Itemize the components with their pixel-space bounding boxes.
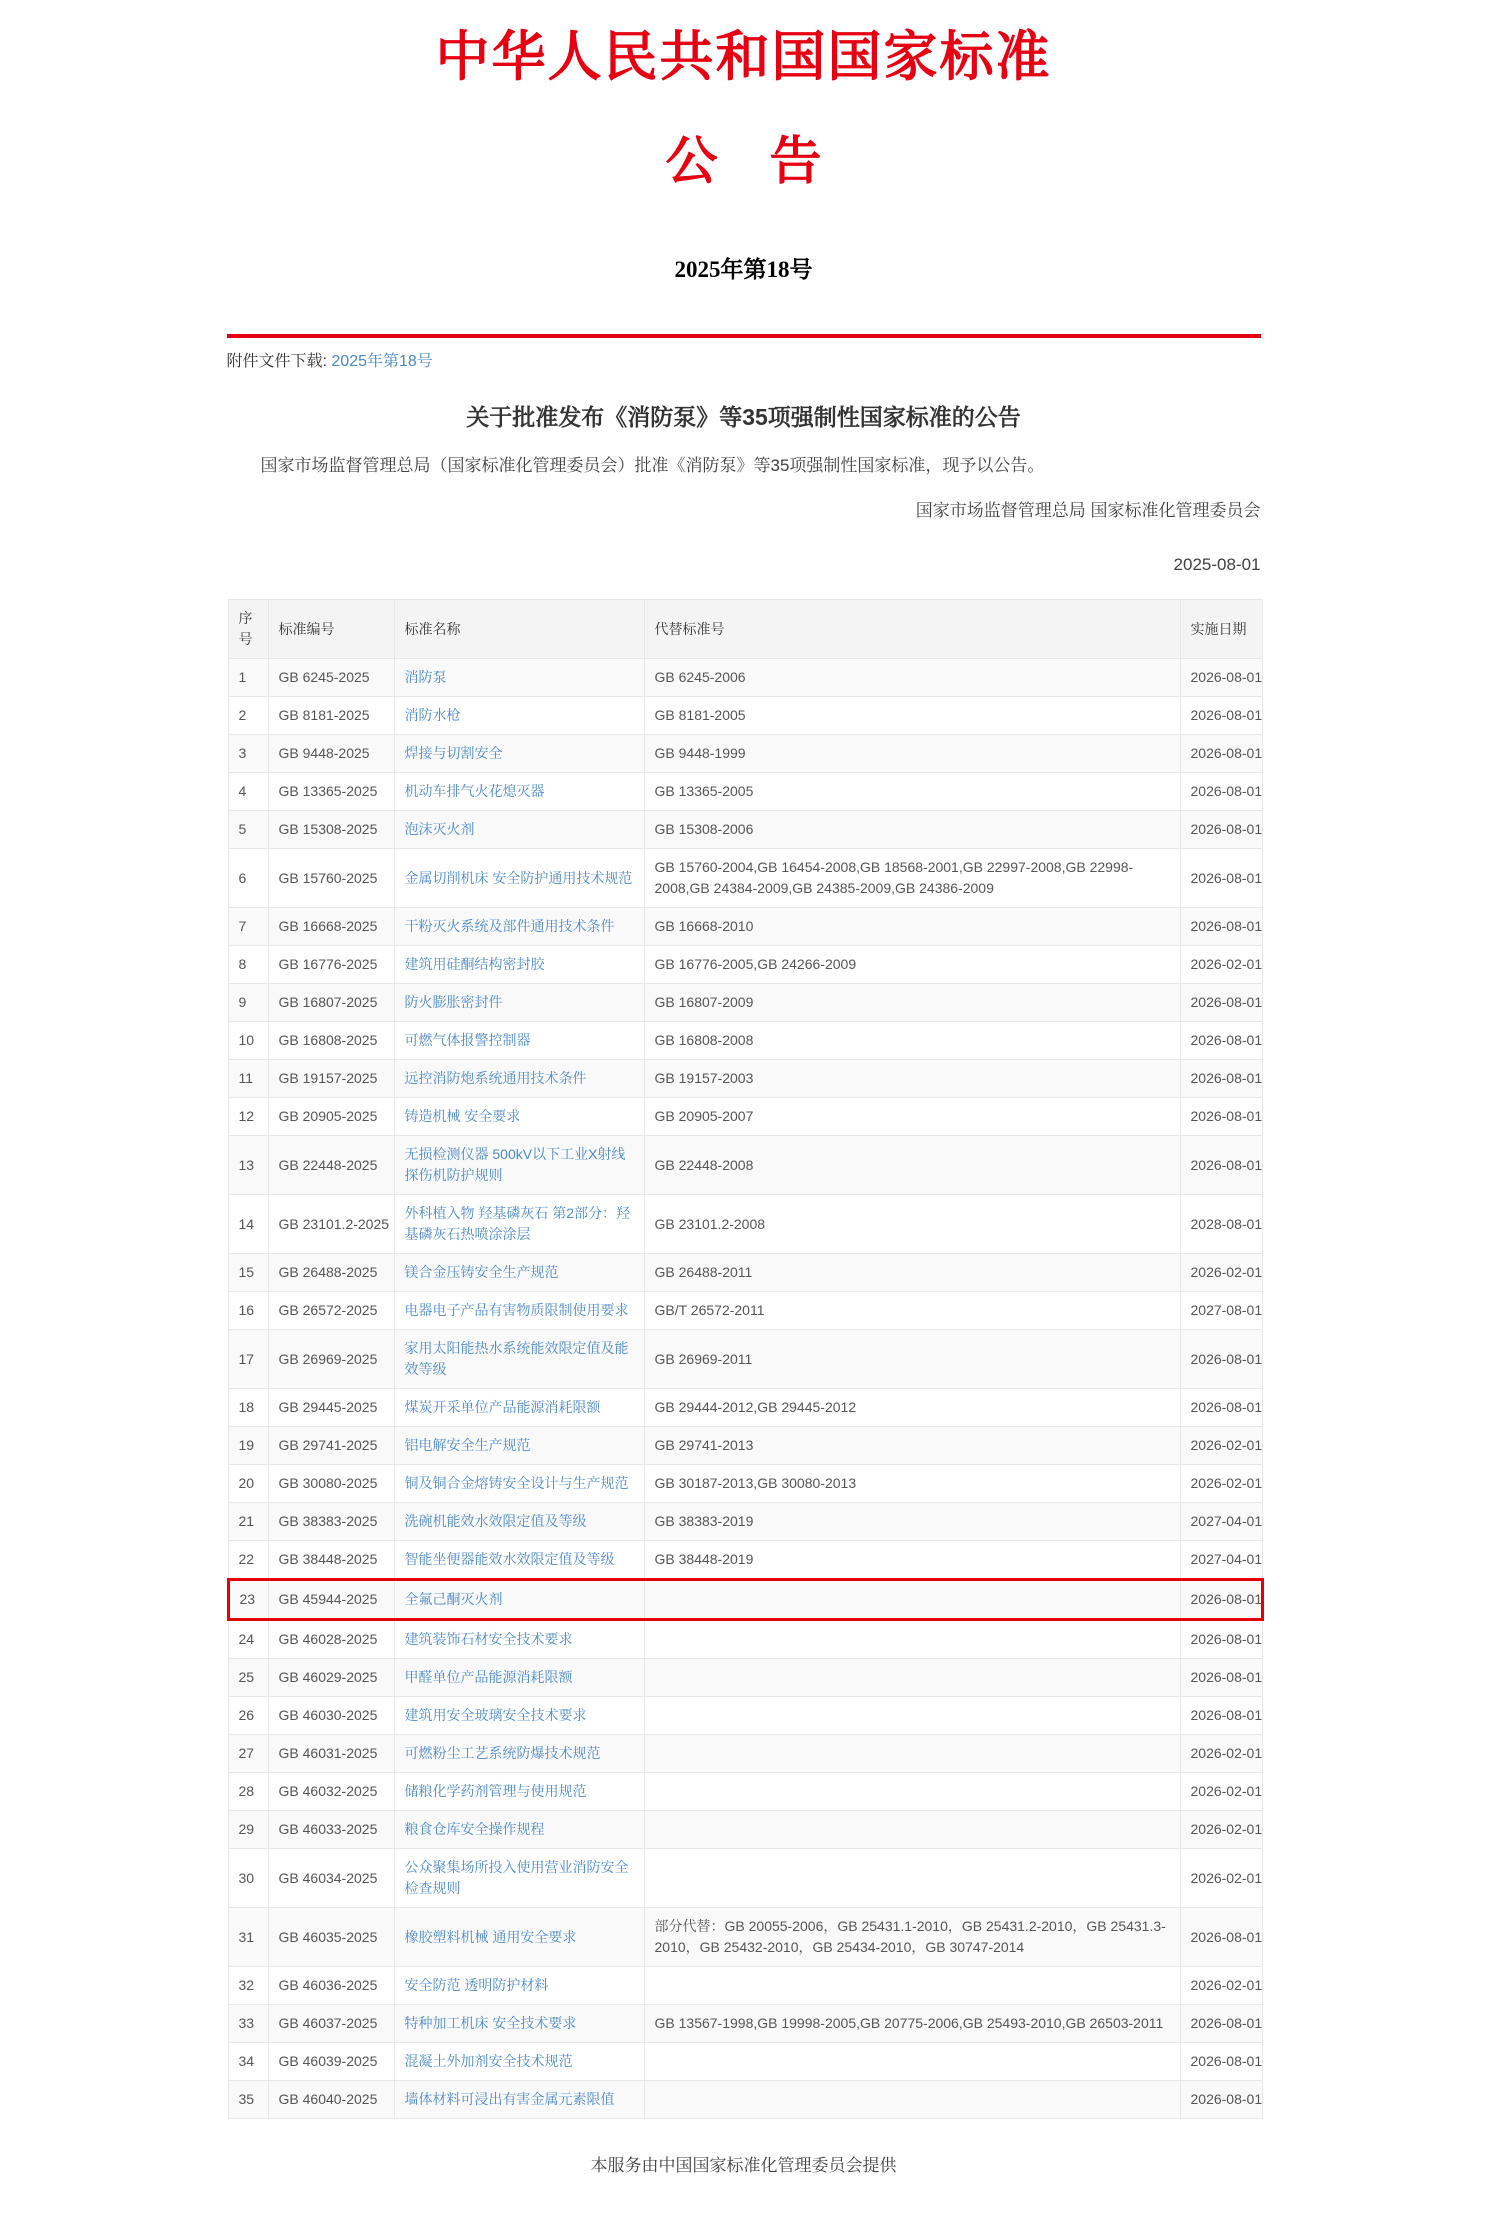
- cell-seq: 6: [228, 849, 268, 908]
- attachment-row: [227, 338, 1261, 371]
- table-row: [228, 1022, 1262, 1060]
- cell-standard-code: GB 46030-2025: [268, 1697, 394, 1735]
- cell-standard-code: GB 13365-2025: [268, 773, 394, 811]
- cell-implementation-date: 2027-04-01: [1180, 1541, 1262, 1580]
- cell-implementation-date: 2026-02-01: [1180, 1967, 1262, 2005]
- cell-implementation-date: 2026-08-01: [1180, 1330, 1262, 1389]
- standard-name-link[interactable]: 煤炭开采单位产品能源消耗限额: [404, 1399, 601, 1416]
- standard-name-link[interactable]: 可燃粉尘工艺系统防爆技术规范: [404, 1745, 601, 1762]
- standard-name-link[interactable]: 铝电解安全生产规范: [404, 1437, 531, 1454]
- cell-standard-name: [394, 2081, 644, 2119]
- table-row: [228, 908, 1262, 946]
- cell-replaced-codes: [644, 1811, 1180, 1849]
- standard-name-link[interactable]: 特种加工机床 安全技术要求: [404, 2015, 577, 2032]
- standard-name-link[interactable]: 铸造机械 安全要求: [404, 1108, 521, 1125]
- table-row: [228, 811, 1262, 849]
- cell-standard-code: GB 16808-2025: [268, 1022, 394, 1060]
- cell-replaced-codes: GB 15760-2004,GB 16454-2008,GB 18568-2001,GB 22997-2008,GB 22998-2008,GB 24384-2009,GB 24385-2009,GB 24386-2009: [644, 849, 1180, 908]
- table-row: [228, 1773, 1262, 1811]
- page-footer: 本服务由中国国家标准化管理委员会提供: [590, 2156, 897, 2176]
- cell-implementation-date: 2026-08-01: [1180, 1022, 1262, 1060]
- cell-standard-name: [394, 1330, 644, 1389]
- cell-seq: 8: [228, 946, 268, 984]
- cell-seq: 2: [228, 697, 268, 735]
- cell-replaced-codes: GB 16808-2008: [644, 1022, 1180, 1060]
- table-row: [228, 697, 1262, 735]
- cell-seq: 15: [228, 1254, 268, 1292]
- cell-standard-code: GB 46039-2025: [268, 2043, 394, 2081]
- cell-standard-code: GB 46031-2025: [268, 1735, 394, 1773]
- page-title: 中华人民共和国国家标准: [435, 27, 1052, 87]
- announcement-body: 国家市场监督管理总局（国家标准化管理委员会）批准《消防泵》等35项强制性国家标准，现予以公告。: [260, 456, 1045, 476]
- cell-replaced-codes: GB 19157-2003: [644, 1060, 1180, 1098]
- cell-standard-name: [394, 1735, 644, 1773]
- cell-seq: 23: [228, 1580, 268, 1620]
- cell-standard-name: [394, 1465, 644, 1503]
- cell-standard-code: GB 16776-2025: [268, 946, 394, 984]
- cell-standard-name: [394, 908, 644, 946]
- cell-seq: 10: [228, 1022, 268, 1060]
- table-row: [228, 849, 1262, 908]
- cell-seq: 27: [228, 1735, 268, 1773]
- cell-seq: 26: [228, 1697, 268, 1735]
- table-row: [228, 1254, 1262, 1292]
- table-row: [228, 1195, 1262, 1254]
- cell-seq: 28: [228, 1773, 268, 1811]
- cell-implementation-date: 2026-08-01: [1180, 1580, 1262, 1620]
- announcement-signer: 国家市场监督管理总局 国家标准化管理委员会: [915, 501, 1261, 521]
- cell-standard-code: GB 38448-2025: [268, 1541, 394, 1580]
- cell-replaced-codes: GB 9448-1999: [644, 735, 1180, 773]
- standard-name-link[interactable]: 干粉灭火系统及部件通用技术条件: [404, 918, 615, 935]
- cell-implementation-date: 2028-08-01: [1180, 1195, 1262, 1254]
- cell-seq: 25: [228, 1659, 268, 1697]
- cell-replaced-codes: GB 16807-2009: [644, 984, 1180, 1022]
- cell-replaced-codes: GB 23101.2-2008: [644, 1195, 1180, 1254]
- standard-name-link[interactable]: 橡胶塑料机械 通用安全要求: [404, 1928, 577, 1945]
- cell-seq: 18: [228, 1389, 268, 1427]
- cell-standard-name: [394, 1195, 644, 1254]
- cell-standard-code: GB 15760-2025: [268, 849, 394, 908]
- column-header-seq: 序号: [228, 600, 268, 659]
- standard-name-link[interactable]: 可燃气体报警控制器: [404, 1032, 531, 1049]
- cell-replaced-codes: GB 26488-2011: [644, 1254, 1180, 1292]
- cell-standard-name: [394, 1580, 644, 1620]
- table-row: [228, 2005, 1262, 2043]
- cell-standard-name: [394, 1389, 644, 1427]
- cell-replaced-codes: GB 30187-2013,GB 30080-2013: [644, 1465, 1180, 1503]
- cell-implementation-date: 2026-08-01: [1180, 1908, 1262, 1967]
- standard-name-link[interactable]: 金属切削机床 安全防护通用技术规范: [404, 869, 633, 886]
- cell-standard-code: GB 16807-2025: [268, 984, 394, 1022]
- cell-seq: 34: [228, 2043, 268, 2081]
- cell-standard-code: GB 29741-2025: [268, 1427, 394, 1465]
- cell-standard-name: [394, 2043, 644, 2081]
- cell-seq: 3: [228, 735, 268, 773]
- cell-standard-name: [394, 984, 644, 1022]
- cell-implementation-date: 2026-08-01: [1180, 1620, 1262, 1659]
- standard-name-link[interactable]: 消防泵: [404, 669, 447, 686]
- cell-replaced-codes: GB 22448-2008: [644, 1136, 1180, 1195]
- cell-seq: 7: [228, 908, 268, 946]
- table-row: [228, 2043, 1262, 2081]
- cell-standard-name: [394, 1908, 644, 1967]
- standard-name-link[interactable]: 甲醛单位产品能源消耗限额: [404, 1669, 573, 1686]
- cell-standard-name: [394, 1060, 644, 1098]
- cell-standard-name: [394, 1620, 644, 1659]
- standard-name-link[interactable]: 泡沫灭火剂: [404, 821, 475, 838]
- cell-seq: 24: [228, 1620, 268, 1659]
- cell-implementation-date: 2026-08-01: [1180, 735, 1262, 773]
- standard-name-link[interactable]: 焊接与切割安全: [404, 745, 503, 762]
- cell-standard-code: GB 46040-2025: [268, 2081, 394, 2119]
- table-row: [228, 1389, 1262, 1427]
- standard-name-link[interactable]: 安全防范 透明防护材料: [404, 1977, 549, 1994]
- cell-replaced-codes: GB 16668-2010: [644, 908, 1180, 946]
- cell-replaced-codes: 部分代替：GB 20055-2006，GB 25431.1-2010，GB 25431.2-2010，GB 25431.3-2010，GB 25432-2010，GB 25434-2010，GB 30747-2014: [644, 1908, 1180, 1967]
- cell-standard-name: [394, 2005, 644, 2043]
- cell-replaced-codes: [644, 1773, 1180, 1811]
- cell-standard-code: GB 46028-2025: [268, 1620, 394, 1659]
- standard-name-link[interactable]: 储粮化学药剂管理与使用规范: [404, 1783, 587, 1800]
- cell-replaced-codes: [644, 1620, 1180, 1659]
- cell-standard-name: [394, 1098, 644, 1136]
- cell-standard-code: GB 8181-2025: [268, 697, 394, 735]
- cell-implementation-date: 2026-02-01: [1180, 1735, 1262, 1773]
- cell-replaced-codes: [644, 1697, 1180, 1735]
- cell-standard-name: [394, 1697, 644, 1735]
- standard-name-link[interactable]: 粮食仓库安全操作规程: [404, 1821, 545, 1838]
- cell-standard-name: [394, 1427, 644, 1465]
- standard-name-link[interactable]: 消防水枪: [404, 707, 461, 724]
- cell-replaced-codes: GB/T 26572-2011: [644, 1292, 1180, 1330]
- cell-replaced-codes: GB 38448-2019: [644, 1541, 1180, 1580]
- standard-name-link[interactable]: 防火膨胀密封件: [404, 994, 503, 1011]
- cell-implementation-date: 2027-08-01: [1180, 1292, 1262, 1330]
- cell-replaced-codes: GB 15308-2006: [644, 811, 1180, 849]
- cell-standard-name: [394, 697, 644, 735]
- cell-replaced-codes: [644, 1735, 1180, 1773]
- table-header-row: [228, 600, 1262, 659]
- cell-implementation-date: 2026-02-01: [1180, 1465, 1262, 1503]
- cell-replaced-codes: [644, 1849, 1180, 1908]
- cell-standard-code: GB 46037-2025: [268, 2005, 394, 2043]
- cell-implementation-date: 2026-08-01: [1180, 2043, 1262, 2081]
- cell-standard-code: GB 23101.2-2025: [268, 1195, 394, 1254]
- cell-seq: 32: [228, 1967, 268, 2005]
- cell-standard-code: GB 26488-2025: [268, 1254, 394, 1292]
- cell-standard-name: [394, 1254, 644, 1292]
- cell-replaced-codes: GB 29444-2012,GB 29445-2012: [644, 1389, 1180, 1427]
- cell-seq: 4: [228, 773, 268, 811]
- cell-implementation-date: 2027-04-01: [1180, 1503, 1262, 1541]
- table-row: [228, 1330, 1262, 1389]
- cell-standard-code: GB 45944-2025: [268, 1580, 394, 1620]
- cell-implementation-date: 2026-08-01: [1180, 1060, 1262, 1098]
- cell-seq: 16: [228, 1292, 268, 1330]
- cell-standard-code: GB 22448-2025: [268, 1136, 394, 1195]
- standard-name-link[interactable]: 智能坐便器能效水效限定值及等级: [404, 1551, 615, 1568]
- cell-seq: 9: [228, 984, 268, 1022]
- cell-implementation-date: 2026-08-01: [1180, 908, 1262, 946]
- table-row: [228, 773, 1262, 811]
- cell-implementation-date: 2026-02-01: [1180, 1773, 1262, 1811]
- table-row: [228, 984, 1262, 1022]
- announcement-date: 2025-08-01: [1173, 555, 1261, 575]
- cell-replaced-codes: GB 13365-2005: [644, 773, 1180, 811]
- cell-seq: 31: [228, 1908, 268, 1967]
- attachment-link[interactable]: 2025年第18号: [331, 353, 433, 371]
- cell-standard-code: GB 26969-2025: [268, 1330, 394, 1389]
- table-row: [228, 1465, 1262, 1503]
- table-row: [228, 1811, 1262, 1849]
- cell-standard-name: [394, 946, 644, 984]
- cell-standard-name: [394, 735, 644, 773]
- cell-standard-code: GB 19157-2025: [268, 1060, 394, 1098]
- cell-replaced-codes: [644, 1580, 1180, 1620]
- cell-seq: 22: [228, 1541, 268, 1580]
- standard-name-link[interactable]: 公众聚集场所投入使用营业消防安全检查规则: [404, 1859, 629, 1897]
- cell-standard-name: [394, 1967, 644, 2005]
- column-header-standard-name: 标准名称: [394, 600, 644, 659]
- table-row: [228, 1620, 1262, 1659]
- cell-replaced-codes: GB 16776-2005,GB 24266-2009: [644, 946, 1180, 984]
- table-row: [228, 1292, 1262, 1330]
- standards-table-body: [228, 659, 1262, 2119]
- cell-standard-name: [394, 849, 644, 908]
- standard-name-link[interactable]: 远控消防炮系统通用技术条件: [404, 1070, 587, 1087]
- cell-standard-name: [394, 1773, 644, 1811]
- table-row: [228, 1659, 1262, 1697]
- cell-implementation-date: 2026-08-01: [1180, 1697, 1262, 1735]
- cell-replaced-codes: GB 29741-2013: [644, 1427, 1180, 1465]
- cell-standard-code: GB 9448-2025: [268, 735, 394, 773]
- cell-standard-name: [394, 1022, 644, 1060]
- cell-replaced-codes: [644, 1967, 1180, 2005]
- cell-standard-name: [394, 773, 644, 811]
- cell-standard-code: GB 30080-2025: [268, 1465, 394, 1503]
- cell-seq: 29: [228, 1811, 268, 1849]
- cell-implementation-date: 2026-08-01: [1180, 659, 1262, 697]
- standard-name-link[interactable]: 外科植入物 羟基磷灰石 第2部分：羟基磷灰石热喷涂涂层: [404, 1205, 631, 1243]
- table-row: [228, 1541, 1262, 1580]
- cell-standard-name: [394, 1292, 644, 1330]
- cell-seq: 5: [228, 811, 268, 849]
- cell-standard-name: [394, 1503, 644, 1541]
- cell-standard-code: GB 15308-2025: [268, 811, 394, 849]
- cell-standard-name: [394, 1849, 644, 1908]
- issue-number: 2025年第18号: [674, 257, 813, 283]
- standard-name-link[interactable]: 家用太阳能热水系统能效限定值及能效等级: [404, 1340, 629, 1378]
- cell-standard-code: GB 6245-2025: [268, 659, 394, 697]
- table-row: [228, 659, 1262, 697]
- cell-implementation-date: 2026-08-01: [1180, 849, 1262, 908]
- standard-name-link[interactable]: 墙体材料可浸出有害金属元素限值: [404, 2091, 615, 2108]
- cell-replaced-codes: GB 13567-1998,GB 19998-2005,GB 20775-2006,GB 25493-2010,GB 26503-2011: [644, 2005, 1180, 2043]
- cell-implementation-date: 2026-08-01: [1180, 2005, 1262, 2043]
- cell-seq: 13: [228, 1136, 268, 1195]
- standard-name-link[interactable]: 建筑装饰石材安全技术要求: [404, 1631, 573, 1648]
- cell-implementation-date: 2026-02-01: [1180, 1427, 1262, 1465]
- cell-implementation-date: 2026-08-01: [1180, 2081, 1262, 2119]
- standard-name-link[interactable]: 无损检测仪器 500kV以下工业X射线探伤机防护规则: [404, 1146, 626, 1184]
- standard-name-link[interactable]: 电器电子产品有害物质限制使用要求: [404, 1302, 629, 1319]
- cell-replaced-codes: [644, 2043, 1180, 2081]
- standard-name-link[interactable]: 铜及铜合金熔铸安全设计与生产规范: [404, 1475, 629, 1492]
- cell-standard-code: GB 46032-2025: [268, 1773, 394, 1811]
- cell-implementation-date: 2026-08-01: [1180, 1136, 1262, 1195]
- cell-seq: 17: [228, 1330, 268, 1389]
- cell-seq: 33: [228, 2005, 268, 2043]
- cell-replaced-codes: GB 38383-2019: [644, 1503, 1180, 1541]
- column-header-standard-code: 标准编号: [268, 600, 394, 659]
- cell-implementation-date: 2026-08-01: [1180, 1659, 1262, 1697]
- cell-implementation-date: 2026-02-01: [1180, 1254, 1262, 1292]
- table-row: [228, 946, 1262, 984]
- cell-implementation-date: 2026-08-01: [1180, 1389, 1262, 1427]
- table-row: [228, 1735, 1262, 1773]
- announcement-title: 关于批准发布《消防泵》等35项强制性国家标准的公告: [466, 404, 1021, 431]
- standard-name-link[interactable]: 混凝土外加剂安全技术规范: [404, 2053, 573, 2070]
- standard-name-link[interactable]: 机动车排气火花熄灭器: [404, 783, 545, 800]
- cell-standard-name: [394, 659, 644, 697]
- cell-standard-code: GB 46035-2025: [268, 1908, 394, 1967]
- cell-standard-code: GB 46029-2025: [268, 1659, 394, 1697]
- standard-name-link[interactable]: 全氟己酮灭火剂: [404, 1591, 503, 1608]
- table-row: [228, 1908, 1262, 1967]
- cell-implementation-date: 2026-02-01: [1180, 946, 1262, 984]
- cell-seq: 20: [228, 1465, 268, 1503]
- cell-replaced-codes: GB 20905-2007: [644, 1098, 1180, 1136]
- column-header-implementation-date: 实施日期: [1180, 600, 1262, 659]
- cell-standard-code: GB 46033-2025: [268, 1811, 394, 1849]
- cell-seq: 30: [228, 1849, 268, 1908]
- cell-seq: 1: [228, 659, 268, 697]
- table-row: [228, 1098, 1262, 1136]
- table-row: [228, 1580, 1262, 1620]
- cell-standard-name: [394, 1811, 644, 1849]
- cell-standard-name: [394, 1659, 644, 1697]
- cell-implementation-date: 2026-08-01: [1180, 811, 1262, 849]
- cell-replaced-codes: [644, 2081, 1180, 2119]
- cell-seq: 14: [228, 1195, 268, 1254]
- cell-seq: 11: [228, 1060, 268, 1098]
- cell-implementation-date: 2026-08-01: [1180, 773, 1262, 811]
- cell-standard-code: GB 46034-2025: [268, 1849, 394, 1908]
- cell-standard-name: [394, 811, 644, 849]
- standard-name-link[interactable]: 建筑用硅酮结构密封胶: [404, 956, 545, 973]
- page-container: [227, 0, 1261, 2176]
- cell-standard-code: GB 29445-2025: [268, 1389, 394, 1427]
- cell-standard-code: GB 16668-2025: [268, 908, 394, 946]
- column-header-replaced-codes: 代替标准号: [644, 600, 1180, 659]
- cell-standard-code: GB 38383-2025: [268, 1503, 394, 1541]
- table-row: [228, 1060, 1262, 1098]
- table-row: [228, 1427, 1262, 1465]
- table-row: [228, 2081, 1262, 2119]
- table-row: [228, 1136, 1262, 1195]
- table-row: [228, 1503, 1262, 1541]
- cell-implementation-date: 2026-08-01: [1180, 984, 1262, 1022]
- cell-replaced-codes: [644, 1659, 1180, 1697]
- standard-name-link[interactable]: 镁合金压铸安全生产规范: [404, 1264, 559, 1281]
- standard-name-link[interactable]: 洗碗机能效水效限定值及等级: [404, 1513, 587, 1530]
- cell-replaced-codes: GB 6245-2006: [644, 659, 1180, 697]
- cell-standard-name: [394, 1136, 644, 1195]
- cell-seq: 21: [228, 1503, 268, 1541]
- table-row: [228, 735, 1262, 773]
- standard-name-link[interactable]: 建筑用安全玻璃安全技术要求: [404, 1707, 587, 1724]
- cell-implementation-date: 2026-08-01: [1180, 1098, 1262, 1136]
- cell-implementation-date: 2026-02-01: [1180, 1811, 1262, 1849]
- cell-seq: 19: [228, 1427, 268, 1465]
- cell-standard-code: GB 26572-2025: [268, 1292, 394, 1330]
- attachment-label: 附件文件下载:: [226, 353, 327, 371]
- page-subtitle: 公 告: [665, 134, 822, 192]
- table-row: [228, 1697, 1262, 1735]
- table-row: [228, 1849, 1262, 1908]
- cell-standard-name: [394, 1541, 644, 1580]
- standards-table: [227, 599, 1264, 2119]
- cell-implementation-date: 2026-08-01: [1180, 697, 1262, 735]
- table-row: [228, 1967, 1262, 2005]
- cell-standard-code: GB 46036-2025: [268, 1967, 394, 2005]
- cell-standard-code: GB 20905-2025: [268, 1098, 394, 1136]
- cell-replaced-codes: GB 26969-2011: [644, 1330, 1180, 1389]
- cell-implementation-date: 2026-02-01: [1180, 1849, 1262, 1908]
- cell-seq: 12: [228, 1098, 268, 1136]
- cell-replaced-codes: GB 8181-2005: [644, 697, 1180, 735]
- cell-seq: 35: [228, 2081, 268, 2119]
